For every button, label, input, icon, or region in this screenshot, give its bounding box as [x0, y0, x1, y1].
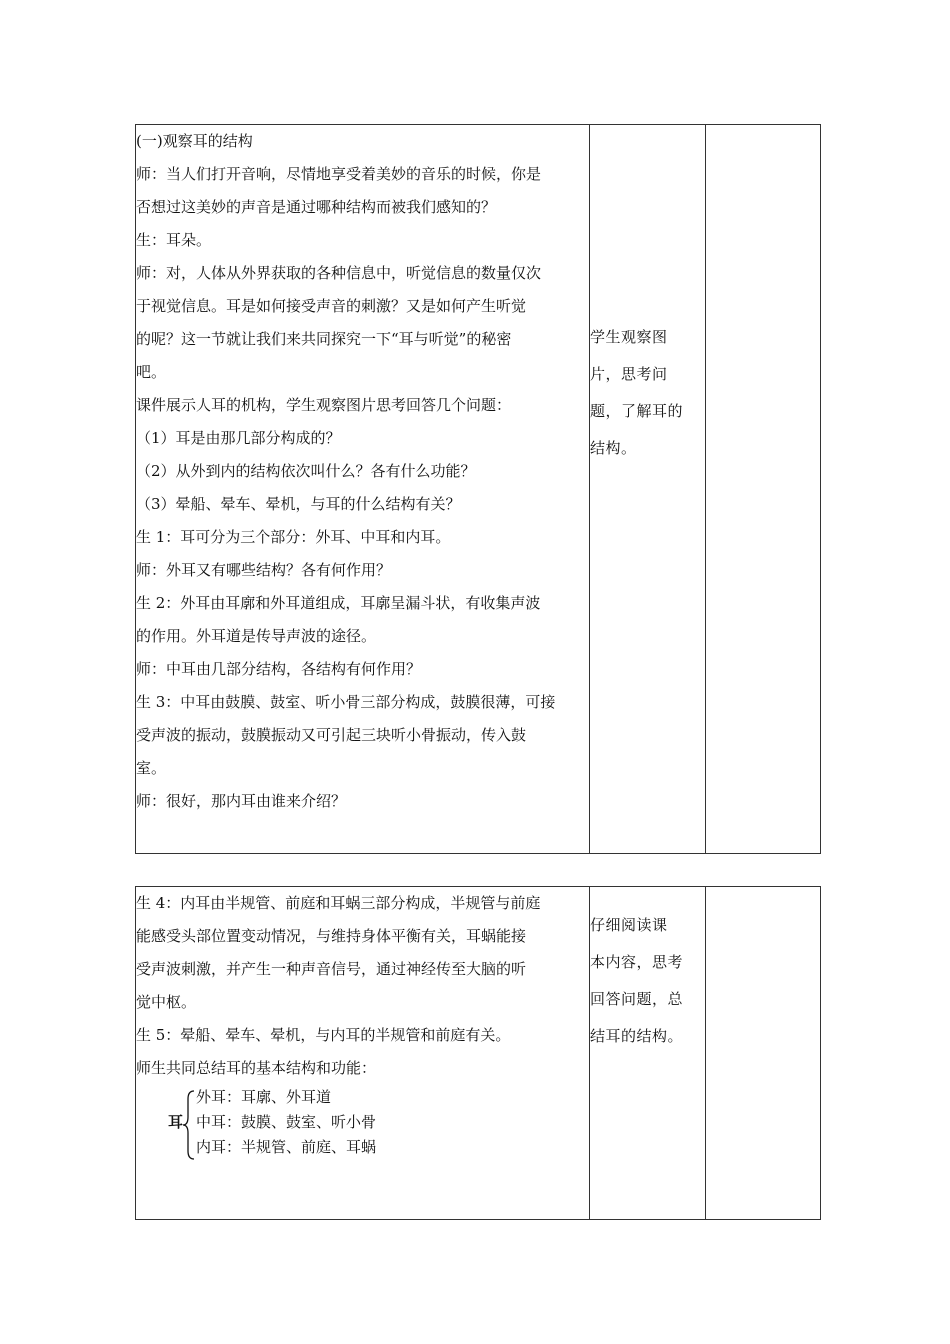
- text-line: 生 3：中耳由鼓膜、鼓室、听小骨三部分构成，鼓膜很薄，可接: [136, 693, 556, 711]
- text-line: 生 1：耳可分为三个部分：外耳、中耳和内耳。: [136, 528, 451, 546]
- text-line: 觉中枢。: [136, 993, 197, 1011]
- text-line: 课件展示人耳的机构，学生观察图片思考回答几个问题：: [136, 396, 512, 414]
- summary-root: 耳: [168, 1113, 184, 1131]
- text-line: 师：当人们打开音响，尽情地享受着美妙的音乐的时候，你是: [136, 165, 542, 183]
- lesson-table-1: [135, 124, 821, 854]
- text-line: 生 5：晕船、晕车、晕机，与内耳的半规管和前庭有关。: [136, 1026, 511, 1044]
- teaching-process-cell: [136, 125, 590, 854]
- text-line: 能感受头部位置变动情况，与维持身体平衡有关，耳蜗能接: [136, 927, 527, 945]
- text-line: 吧。: [136, 363, 167, 381]
- text-line: 于视觉信息。耳是如何接受声音的刺激？又是如何产生听觉: [136, 297, 527, 315]
- text-line: 受声波刺激，并产生一种声音信号，通过神经传至大脑的听: [136, 960, 527, 978]
- text-line: 否想过这美妙的声音是通过哪种结构而被我们感知的？: [136, 198, 497, 216]
- question-item: （1）耳是由那几部分构成的？: [136, 429, 341, 447]
- text-line: 师：对，人体从外界获取的各种信息中，听觉信息的数量仅次: [136, 264, 542, 282]
- question-item: （3）晕船、晕车、晕机，与耳的什么结构有关？: [136, 495, 461, 513]
- activity-line: 本内容，思考: [590, 953, 684, 971]
- design-intent-cell: [706, 125, 821, 854]
- text-line: 生：耳朵。: [136, 231, 212, 249]
- ear-structure-summary: [136, 1087, 589, 1173]
- activity-line: 题，了解耳的: [590, 402, 684, 420]
- teaching-process-cell: [136, 887, 590, 1220]
- summary-branch-middle-ear: 中耳：鼓膜、鼓室、听小骨: [196, 1113, 377, 1131]
- text-line: 师：外耳又有哪些结构？各有何作用？: [136, 561, 392, 579]
- summary-branch-outer-ear: 外耳：耳廓、外耳道: [196, 1088, 332, 1106]
- student-activity-cell: [590, 125, 706, 854]
- activity-line: 学生观察图: [590, 328, 668, 346]
- text-line: 的呢？这一节就让我们来共同探究一下“耳与听觉”的秘密: [136, 330, 512, 348]
- lesson-table-2: [135, 886, 821, 1220]
- question-item: （2）从外到内的结构依次叫什么？各有什么功能？: [136, 462, 476, 480]
- section-heading: (一)观察耳的结构: [136, 132, 253, 150]
- activity-line: 仔细阅读课: [590, 916, 668, 934]
- activity-line: 结构。: [590, 439, 637, 457]
- text-line: 受声波的振动，鼓膜振动又可引起三块听小骨振动，传入鼓: [136, 726, 527, 744]
- design-intent-cell: [706, 887, 821, 1220]
- text-line: 生 2：外耳由耳廓和外耳道组成，耳廓呈漏斗状，有收集声波: [136, 594, 541, 612]
- activity-line: 结耳的结构。: [590, 1027, 684, 1045]
- brace-icon: [182, 1089, 196, 1161]
- summary-branch-inner-ear: 内耳：半规管、前庭、耳蜗: [196, 1138, 377, 1156]
- student-activity-cell: [590, 887, 706, 1220]
- activity-line: 回答问题，总: [590, 990, 684, 1008]
- text-line: 室。: [136, 759, 167, 777]
- activity-line: 片，思考问: [590, 365, 668, 383]
- text-line: 生 4：内耳由半规管、前庭和耳蜗三部分构成，半规管与前庭: [136, 894, 541, 912]
- text-line: 师：中耳由几部分结构，各结构有何作用？: [136, 660, 422, 678]
- text-line: 师生共同总结耳的基本结构和功能：: [136, 1059, 377, 1077]
- text-line: 的作用。外耳道是传导声波的途径。: [136, 627, 377, 645]
- text-line: 师：很好，那内耳由谁来介绍？: [136, 792, 347, 810]
